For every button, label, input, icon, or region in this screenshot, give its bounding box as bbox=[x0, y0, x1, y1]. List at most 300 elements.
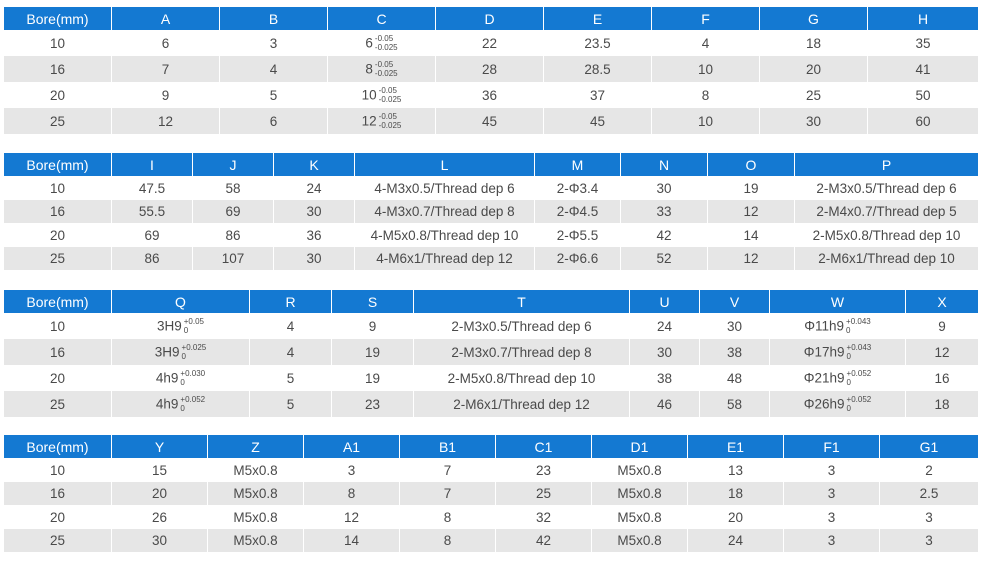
cell-value: 8 bbox=[443, 509, 452, 525]
table-cell bbox=[906, 365, 978, 391]
cell-value: 4-M3x0.5/Thread dep 6 bbox=[374, 180, 515, 196]
cell-value: 4 bbox=[286, 318, 295, 334]
upper-tolerance: -0.05 bbox=[374, 60, 394, 69]
bore-cell bbox=[4, 200, 112, 224]
table-row bbox=[4, 365, 978, 391]
tolerance bbox=[847, 369, 872, 387]
table-cell bbox=[332, 391, 414, 417]
cell-value: 47.5 bbox=[138, 180, 166, 196]
bore-cell bbox=[4, 223, 112, 247]
lower-tolerance: -0.025 bbox=[374, 43, 398, 52]
cell-value: 2-M3x0.5/Thread dep 6 bbox=[451, 318, 592, 334]
cell-value: 30 bbox=[656, 180, 672, 196]
bore-cell bbox=[4, 458, 112, 482]
cell-value: 30 bbox=[805, 113, 822, 129]
cell-value: 3 bbox=[827, 462, 836, 478]
table-cell bbox=[535, 200, 621, 224]
cell-value: 20 bbox=[151, 486, 168, 502]
bore-cell bbox=[4, 247, 112, 271]
tolerance bbox=[846, 317, 871, 335]
lower-tolerance: 0 bbox=[846, 326, 851, 335]
table-cell bbox=[112, 56, 220, 82]
table-cell bbox=[770, 391, 906, 417]
cell-value: 20 bbox=[727, 509, 744, 525]
table-cell bbox=[274, 247, 355, 271]
table-cell bbox=[496, 458, 592, 482]
cell-value: 28.5 bbox=[584, 61, 611, 77]
header-cell: W bbox=[770, 290, 906, 313]
table-cell bbox=[544, 30, 652, 56]
table-row bbox=[4, 176, 978, 200]
lower-tolerance: 0 bbox=[180, 378, 185, 387]
cell-value: 10 bbox=[697, 61, 714, 77]
upper-tolerance: +0.052 bbox=[180, 395, 206, 404]
cell-value: 23.5 bbox=[584, 35, 611, 51]
cell-value: 2.5 bbox=[919, 486, 939, 502]
table-cell bbox=[868, 30, 978, 56]
cell-value: 15 bbox=[151, 462, 168, 478]
table-cell bbox=[332, 313, 414, 339]
cell-value: 19 bbox=[364, 370, 381, 386]
cell-value: 2-M3x0.7/Thread dep 8 bbox=[451, 344, 592, 360]
cell-value: 2-M5x0.8/Thread dep 10 bbox=[447, 370, 596, 386]
table-cell bbox=[868, 108, 978, 134]
cell-value: 14 bbox=[343, 533, 360, 549]
cell-value: 52 bbox=[656, 251, 672, 267]
table-cell bbox=[544, 108, 652, 134]
cell-value: 35 bbox=[915, 35, 931, 51]
table-cell bbox=[112, 339, 250, 365]
cell-value: 3 bbox=[347, 462, 356, 478]
header-cell: S bbox=[332, 290, 414, 313]
cell-value: M5x0.8 bbox=[233, 486, 278, 502]
cell-value: 30 bbox=[306, 251, 322, 267]
cell-value: M5x0.8 bbox=[233, 509, 278, 525]
cell-value: 20 bbox=[49, 509, 66, 525]
cell-value: 13 bbox=[727, 462, 744, 478]
bore-cell bbox=[4, 365, 112, 391]
header-cell: O bbox=[708, 153, 795, 176]
lower-tolerance: 0 bbox=[181, 352, 186, 361]
table-cell bbox=[770, 339, 906, 365]
cell-value: 58 bbox=[726, 396, 743, 412]
cell-value: 33 bbox=[656, 204, 672, 220]
table-row bbox=[4, 482, 978, 506]
bore-cell bbox=[4, 391, 112, 417]
cell-value: 18 bbox=[934, 396, 950, 412]
table-cell bbox=[880, 529, 978, 553]
cell-value: 8 bbox=[443, 533, 452, 549]
table-row bbox=[4, 529, 978, 553]
header-cell: F1 bbox=[784, 435, 880, 458]
cell-value: 10 bbox=[49, 318, 66, 334]
cell-value: 2-M4x0.7/Thread dep 5 bbox=[816, 204, 957, 220]
table-cell bbox=[784, 505, 880, 529]
cell-value: 16 bbox=[49, 344, 66, 360]
header-cell: Q bbox=[112, 290, 250, 313]
dimension-table-1 bbox=[4, 7, 978, 134]
table-header-row bbox=[4, 7, 978, 30]
table-cell bbox=[250, 313, 332, 339]
table-cell bbox=[688, 458, 784, 482]
header-cell: B1 bbox=[400, 435, 496, 458]
table-cell bbox=[535, 223, 621, 247]
table-cell bbox=[708, 200, 795, 224]
cell-value: 5 bbox=[286, 370, 295, 386]
table-cell bbox=[688, 482, 784, 506]
cell-value: 2-Φ4.5 bbox=[556, 204, 599, 220]
cell-value: 4 bbox=[286, 344, 295, 360]
table-cell bbox=[784, 529, 880, 553]
cell-value: 86 bbox=[225, 227, 241, 243]
cell-value: 46 bbox=[656, 396, 673, 412]
cell-value: 6 bbox=[161, 35, 170, 51]
bore-cell bbox=[4, 108, 112, 134]
cell-value: 14 bbox=[743, 227, 759, 243]
upper-tolerance: -0.05 bbox=[378, 86, 397, 95]
upper-tolerance: +0.025 bbox=[181, 343, 207, 352]
cell-value: 28 bbox=[481, 61, 498, 77]
table-cell bbox=[304, 482, 400, 506]
table-row bbox=[4, 247, 978, 271]
cell-value: 2 bbox=[925, 462, 933, 478]
cell-value: 86 bbox=[144, 251, 160, 267]
cell-value: 25 bbox=[49, 113, 66, 129]
cell-value: 45 bbox=[589, 113, 606, 129]
cell-value: 4-M3x0.7/Thread dep 8 bbox=[374, 204, 515, 220]
cell-value: 2-M3x0.5/Thread dep 6 bbox=[816, 180, 957, 196]
table-cell bbox=[328, 82, 436, 108]
table-header-row bbox=[4, 153, 978, 176]
upper-tolerance: +0.043 bbox=[846, 317, 871, 326]
table-cell bbox=[274, 200, 355, 224]
table-cell bbox=[795, 247, 978, 271]
table-cell bbox=[592, 458, 688, 482]
cell-value: 10 bbox=[49, 180, 66, 196]
cell-value: 7 bbox=[443, 462, 452, 478]
header-cell: C bbox=[328, 7, 436, 30]
cell-value: 36 bbox=[481, 87, 498, 103]
table-cell bbox=[332, 339, 414, 365]
table-cell bbox=[332, 365, 414, 391]
table-cell bbox=[112, 82, 220, 108]
header-cell: A bbox=[112, 7, 220, 30]
cell-value: 12 bbox=[343, 509, 360, 525]
table-cell bbox=[436, 56, 544, 82]
table-cell bbox=[592, 505, 688, 529]
header-cell: C1 bbox=[496, 435, 592, 458]
table-cell bbox=[220, 56, 328, 82]
table-cell bbox=[795, 176, 978, 200]
table-cell bbox=[112, 30, 220, 56]
header-cell: K bbox=[274, 153, 355, 176]
cell-value: 12 bbox=[157, 113, 174, 129]
cell-value: 16 bbox=[49, 61, 66, 77]
header-cell: Z bbox=[208, 435, 304, 458]
cell-value: 19 bbox=[364, 344, 381, 360]
table-cell bbox=[220, 108, 328, 134]
cell-value: 50 bbox=[915, 87, 931, 103]
cell-value: 32 bbox=[535, 509, 552, 525]
bore-cell bbox=[4, 313, 112, 339]
cell-value: 25 bbox=[49, 251, 66, 267]
cell-value: 2-Φ5.5 bbox=[556, 227, 599, 243]
table-cell bbox=[220, 30, 328, 56]
cell-value: 37 bbox=[589, 87, 606, 103]
cell-value: 23 bbox=[535, 462, 552, 478]
dimension-table-4 bbox=[4, 435, 978, 552]
cell-value: 4-M5x0.8/Thread dep 10 bbox=[370, 227, 519, 243]
table-cell bbox=[906, 313, 978, 339]
table-cell bbox=[880, 482, 978, 506]
table-cell bbox=[112, 247, 193, 271]
cell-value: 69 bbox=[225, 204, 241, 220]
table-cell bbox=[274, 176, 355, 200]
table-cell bbox=[304, 458, 400, 482]
table-cell bbox=[621, 223, 708, 247]
header-cell: R bbox=[250, 290, 332, 313]
cell-value: 22 bbox=[481, 35, 498, 51]
table-cell bbox=[544, 82, 652, 108]
upper-tolerance: +0.052 bbox=[846, 395, 872, 404]
cell-value: 48 bbox=[726, 370, 743, 386]
table-cell bbox=[193, 200, 274, 224]
cell-value: 4 bbox=[701, 35, 710, 51]
table-cell bbox=[535, 247, 621, 271]
table-cell bbox=[700, 339, 770, 365]
cell-value: 24 bbox=[656, 318, 673, 334]
table-row bbox=[4, 391, 978, 417]
lower-tolerance: 0 bbox=[180, 404, 185, 413]
cell-value: 55.5 bbox=[138, 204, 166, 220]
cell-value: 3 bbox=[925, 533, 933, 549]
lower-tolerance: 0 bbox=[846, 352, 851, 361]
table-cell bbox=[112, 108, 220, 134]
lower-tolerance: 0 bbox=[846, 378, 851, 387]
upper-tolerance: +0.052 bbox=[846, 369, 872, 378]
table-cell bbox=[112, 313, 250, 339]
table-cell bbox=[652, 108, 760, 134]
lower-tolerance: -0.025 bbox=[374, 69, 398, 78]
cell-value: 107 bbox=[221, 251, 245, 267]
upper-tolerance: +0.05 bbox=[183, 317, 204, 326]
table-cell bbox=[652, 56, 760, 82]
cell-value: 3H9 bbox=[154, 344, 180, 360]
cell-value: 9 bbox=[368, 318, 377, 334]
table-cell bbox=[208, 505, 304, 529]
cell-value: 30 bbox=[151, 533, 168, 549]
tolerance bbox=[375, 60, 398, 78]
cell-value: 7 bbox=[161, 61, 170, 77]
cell-value: M5x0.8 bbox=[617, 533, 662, 549]
table-cell bbox=[760, 108, 868, 134]
cell-value: 9 bbox=[938, 318, 946, 334]
cell-value: 38 bbox=[726, 344, 743, 360]
table-cell bbox=[112, 365, 250, 391]
cell-value: M5x0.8 bbox=[617, 486, 662, 502]
table-cell bbox=[708, 247, 795, 271]
bore-cell bbox=[4, 505, 112, 529]
header-cell: H bbox=[868, 7, 978, 30]
table-cell bbox=[274, 223, 355, 247]
table-cell bbox=[708, 176, 795, 200]
table-cell bbox=[436, 82, 544, 108]
table-cell bbox=[535, 176, 621, 200]
table-row bbox=[4, 82, 978, 108]
table-cell bbox=[906, 339, 978, 365]
table-cell bbox=[112, 176, 193, 200]
bore-cell bbox=[4, 30, 112, 56]
cell-value: 25 bbox=[49, 533, 66, 549]
table-cell bbox=[630, 391, 700, 417]
table-cell bbox=[400, 458, 496, 482]
header-cell: D bbox=[436, 7, 544, 30]
table-cell bbox=[400, 482, 496, 506]
table-cell bbox=[760, 56, 868, 82]
table-cell bbox=[414, 313, 630, 339]
table-row bbox=[4, 339, 978, 365]
header-cell: D1 bbox=[592, 435, 688, 458]
table-cell bbox=[400, 529, 496, 553]
table-cell bbox=[621, 200, 708, 224]
upper-tolerance: -0.05 bbox=[378, 112, 397, 121]
table-cell bbox=[496, 505, 592, 529]
table-row bbox=[4, 313, 978, 339]
table-cell bbox=[220, 82, 328, 108]
table-row bbox=[4, 108, 978, 134]
table-cell bbox=[400, 505, 496, 529]
cell-value: 12 bbox=[934, 344, 950, 360]
table-row bbox=[4, 505, 978, 529]
lower-tolerance: 0 bbox=[183, 326, 189, 335]
header-cell: G1 bbox=[880, 435, 978, 458]
table-cell bbox=[355, 200, 535, 224]
cell-value: 12 bbox=[743, 204, 759, 220]
cell-value: 4 bbox=[269, 61, 278, 77]
table-cell bbox=[868, 82, 978, 108]
table-cell bbox=[630, 313, 700, 339]
header-cell: N bbox=[621, 153, 708, 176]
table-cell bbox=[250, 391, 332, 417]
table-cell bbox=[784, 482, 880, 506]
tolerance bbox=[847, 395, 872, 413]
table-cell bbox=[112, 505, 208, 529]
cell-value: 8 bbox=[701, 87, 710, 103]
header-cell: T bbox=[414, 290, 630, 313]
table-cell bbox=[414, 365, 630, 391]
table-cell bbox=[250, 339, 332, 365]
cell-value: 2-Φ6.6 bbox=[556, 251, 599, 267]
cell-value: 20 bbox=[805, 61, 822, 77]
table-cell bbox=[304, 529, 400, 553]
tolerance bbox=[379, 86, 402, 104]
cell-value: 2-M6x1/Thread dep 12 bbox=[453, 396, 590, 412]
upper-tolerance: +0.030 bbox=[180, 369, 206, 378]
cell-value: 20 bbox=[49, 370, 66, 386]
table-cell bbox=[770, 365, 906, 391]
cell-value: M5x0.8 bbox=[617, 462, 662, 478]
table-row bbox=[4, 200, 978, 224]
cell-value: 25 bbox=[805, 87, 822, 103]
table-row bbox=[4, 223, 978, 247]
cell-value: 45 bbox=[481, 113, 498, 129]
table-cell bbox=[630, 339, 700, 365]
cell-value: 4h9 bbox=[155, 370, 179, 386]
table-cell bbox=[700, 391, 770, 417]
cell-value: 24 bbox=[306, 180, 322, 196]
cell-value: 24 bbox=[727, 533, 744, 549]
table-cell bbox=[621, 247, 708, 271]
cell-value: 20 bbox=[49, 87, 66, 103]
bore-cell bbox=[4, 82, 112, 108]
cell-value: 23 bbox=[364, 396, 381, 412]
header-cell: P bbox=[795, 153, 978, 176]
cell-value: 25 bbox=[49, 396, 66, 412]
table-cell bbox=[906, 391, 978, 417]
header-cell: E1 bbox=[688, 435, 784, 458]
header-cell: Bore(mm) bbox=[4, 7, 112, 30]
table-cell bbox=[760, 82, 868, 108]
header-cell: Bore(mm) bbox=[4, 435, 112, 458]
bore-cell bbox=[4, 482, 112, 506]
table-cell bbox=[436, 108, 544, 134]
cell-value: 25 bbox=[535, 486, 552, 502]
table-cell bbox=[355, 223, 535, 247]
table-cell bbox=[328, 30, 436, 56]
cell-value: 16 bbox=[934, 370, 950, 386]
table-cell bbox=[784, 458, 880, 482]
dimension-table-3 bbox=[4, 290, 978, 417]
table-cell bbox=[414, 391, 630, 417]
cell-value: 30 bbox=[656, 344, 673, 360]
table-cell bbox=[795, 200, 978, 224]
cell-value: 7 bbox=[443, 486, 452, 502]
cell-value: M5x0.8 bbox=[233, 533, 278, 549]
cell-value: Φ21h9 bbox=[803, 370, 845, 386]
table-cell bbox=[193, 247, 274, 271]
table-cell bbox=[496, 482, 592, 506]
table-cell bbox=[112, 391, 250, 417]
table-cell bbox=[630, 365, 700, 391]
table-cell bbox=[652, 30, 760, 56]
table-cell bbox=[355, 176, 535, 200]
lower-tolerance: -0.025 bbox=[378, 95, 402, 104]
header-cell: E bbox=[544, 7, 652, 30]
table-cell bbox=[688, 505, 784, 529]
tolerance bbox=[375, 34, 398, 52]
cell-value: 58 bbox=[225, 180, 241, 196]
lower-tolerance: -0.025 bbox=[378, 121, 402, 130]
cell-value: 3 bbox=[269, 35, 278, 51]
header-cell: A1 bbox=[304, 435, 400, 458]
cell-value: 6 bbox=[365, 35, 373, 51]
table-cell bbox=[592, 529, 688, 553]
header-cell: X bbox=[906, 290, 978, 313]
upper-tolerance: +0.043 bbox=[846, 343, 872, 352]
cell-value: 6 bbox=[269, 113, 278, 129]
table-cell bbox=[112, 482, 208, 506]
cell-value: 20 bbox=[49, 227, 66, 243]
table-cell bbox=[112, 223, 193, 247]
table-cell bbox=[112, 529, 208, 553]
tolerance bbox=[184, 317, 204, 335]
cell-value: 30 bbox=[306, 204, 322, 220]
upper-tolerance: -0.05 bbox=[374, 34, 394, 43]
cell-value: 2-M6x1/Thread dep 10 bbox=[818, 251, 955, 267]
cell-value: 42 bbox=[535, 533, 552, 549]
cell-value: 30 bbox=[726, 318, 743, 334]
table-cell bbox=[592, 482, 688, 506]
